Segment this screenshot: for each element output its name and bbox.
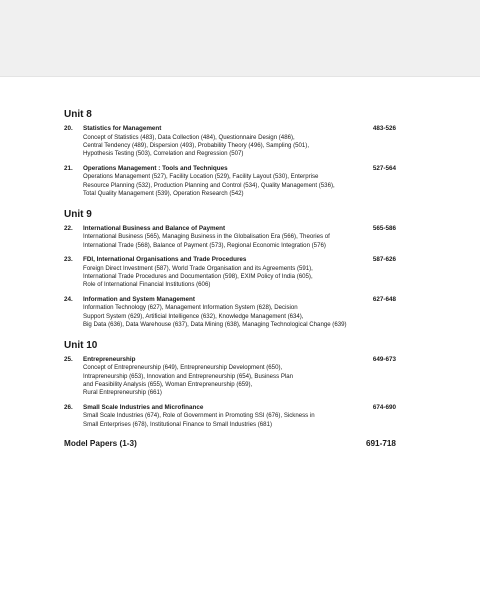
chapter-number: 21. [64,164,73,172]
chapter-number: 23. [64,256,73,264]
chapter-pages: 587-626 [372,256,396,264]
topic-line: Total Quality Management (539), Operation Research (542) [83,190,244,198]
topic-line: Concept of Statistics (483), Data Collection (484), Questionnaire Design (486), [83,133,295,141]
chapter-entry [64,256,396,290]
chapter-topics [83,134,396,159]
chapter-head [83,165,396,174]
chapter-body [83,125,396,159]
topic-line: International Trade (568), Balance of Payment (573), Regional Economic Integration (576) [83,241,326,249]
chapter-pages: 627-648 [372,295,396,303]
chapter-title: Operations Management : Tools and Techniques [83,164,228,172]
chapter-topics [83,265,396,290]
topic-line: Operations Management (527), Facility Location (529), Facility Layout (530), Enterprise [83,173,319,181]
topic-line: Foreign Direct Investment (587), World Trade Organisation and its Agreements (591), [83,264,313,272]
unit-heading: Unit 8 [64,109,92,120]
unit-heading: Unit 9 [64,208,92,220]
table-of-contents [64,108,396,449]
chapter-number: 22. [64,224,73,232]
topic-line: Small Scale Industries (674), Role of Government in Promoting SSI (676), Sickness in [83,412,315,420]
chapter-head [83,225,396,234]
topic-line: International Business (565), Managing Business in the Globalisation Era (566), Theories of [83,233,330,241]
chapter-title: Statistics for Management [83,125,162,132]
chapter-head [83,404,396,413]
model-papers-pages: 691-718 [365,439,396,449]
chapter-entry [64,296,396,330]
unit-heading: Unit 10 [64,339,98,351]
chapter-topics [83,364,396,398]
chapter-topics [83,304,396,329]
chapter-entry [64,356,396,398]
chapter-head [83,356,396,365]
chapter-pages: 565-586 [372,224,396,232]
chapter-entry [64,404,396,429]
chapter-entry [64,225,396,250]
chapter-body [83,404,396,429]
topic-line: Rural Entrepreneurship (661) [83,389,162,397]
units-list [64,108,396,429]
unit-section [64,339,396,430]
chapter-number: 20. [64,125,73,132]
chapter-number: 25. [64,355,73,363]
header-band [0,0,480,77]
chapter-title: Small Scale Industries and Microfinance [83,403,204,411]
topic-line: Resource Planning (532), Production Planning and Control (534), Quality Management (536), [83,181,335,189]
chapter-topics [83,173,396,198]
chapter-head [83,296,396,305]
topic-line: Central Tendency (489), Dispersion (493), Probability Theory (496), Sampling (501), [83,142,310,149]
chapter-title: Entrepreneurship [83,355,136,363]
topic-line: Support System (629), Artificial Intelligence (632), Knowledge Management (634), [83,312,304,320]
unit-section [64,108,396,199]
unit-section [64,208,396,330]
chapter-entry [64,125,396,159]
topic-line: International Trade Procedures and Documentation (598), EXIM Policy of India (605), [83,273,313,281]
chapter-pages: 649-673 [372,355,396,363]
chapter-body [83,356,396,398]
chapter-body [83,165,396,199]
chapter-head [83,256,396,265]
topic-line: Role of International Financial Institutions (606) [83,281,211,289]
chapter-body [83,296,396,330]
chapter-body [83,256,396,290]
chapter-topics [83,412,396,429]
topic-line: and Feasibility Analysis (655), Woman Entrepreneurship (659), [83,381,253,389]
chapter-title: FDI, International Organisations and Trade Procedures [83,256,247,264]
model-papers-row [64,438,396,449]
topic-line: Big Data (636), Data Warehouse (637), Data Mining (638), Managing Technological Change (639) [83,321,347,329]
chapter-topics [83,233,396,250]
model-papers-title: Model Papers (1-3) [64,439,137,449]
chapter-number: 24. [64,295,73,303]
chapter-body [83,225,396,250]
topic-line: Concept of Entrepreneurship (649), Entrepreneurship Development (650), [83,364,283,372]
chapter-head [83,125,396,134]
topic-line: Small Enterprises (678), Institutional Finance to Small Industries (681) [83,420,272,428]
chapter-title: International Business and Balance of Payment [83,224,226,232]
topic-line: Intrapreneurship (653), Innovation and Entrepreneurship (654), Business Plan [83,372,294,380]
topic-line: Hypothesis Testing (503), Correlation and Regression (507) [83,150,244,158]
chapter-entry [64,165,396,199]
topic-line: Information Technology (627), Management Information System (628), Decision [83,304,298,312]
chapter-pages: 527-564 [372,164,396,172]
chapter-pages: 483-526 [372,125,396,132]
chapter-number: 26. [64,403,73,411]
chapter-pages: 674-690 [372,403,396,411]
chapter-title: Information and System Management [83,295,195,303]
